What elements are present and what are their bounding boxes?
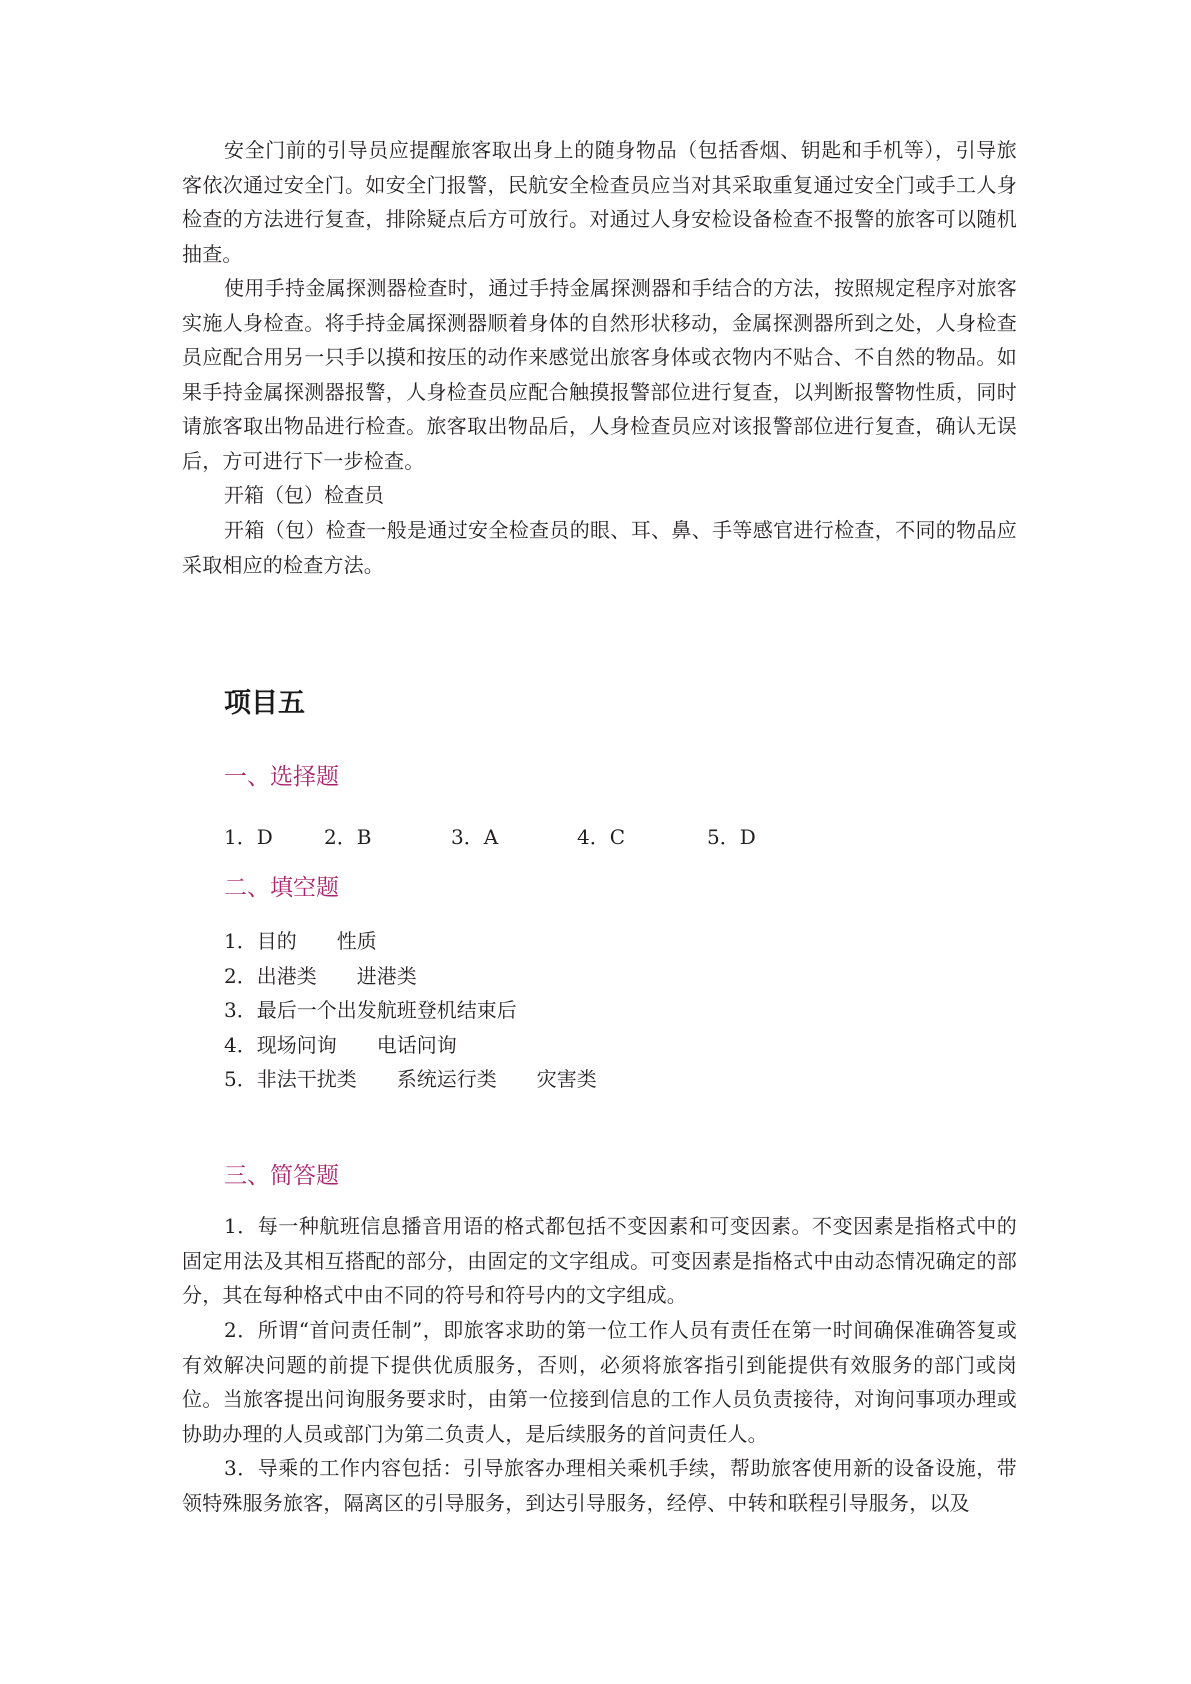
short-answer-3: 3．导乘的工作内容包括：引导旅客办理相关乘机手续，帮助旅客使用新的设备设施，带领特殊服务旅客，隔离区的引导服务，到达引导服务，经停、中转和联程引导服务，以及 [182,1456,1017,1515]
fill-answer-part: 灾害类 [536,1067,597,1091]
list-item [224,959,924,994]
section-title-short-answer: 三、简答题 [224,1163,339,1189]
fill-answer-part: 4．现场问询 [224,1032,337,1057]
subheading-paragraph: 开箱（包）检查一般是通过安全检查员的眼、耳、鼻、手等感官进行检查，不同的物品应采取相应的检查方法。 [182,518,1017,577]
short-answer-1: 1．每一种航班信息播音用语的格式都包括不变因素和可变因素。不变因素是指格式中的固定用法及其相互搭配的部分，由固定的文字组成。可变因素是指格式中由动态情况确定的部分，其在每种格式中由不同的符号和符号内的文字组成。 [182,1214,1017,1307]
list-item [224,924,924,959]
fill-answers-list [224,924,924,1097]
choice-answers [224,820,824,854]
fill-answer-part: 性质 [336,929,377,953]
list-item [224,993,924,1028]
list-item [224,1028,924,1063]
list-item [224,1062,924,1097]
choice-answer: 3．A [451,825,499,849]
intro-paragraph-1: 安全门前的引导员应提醒旅客取出身上的随身物品（包括香烟、钥匙和手机等），引导旅客依次通过安全门。如安全门报警，民航安全检查员应当对其采取重复通过安全门或手工人身检查的方法进行复查，排除疑点后方可放行。对通过人身安检设备检查不报警的旅客可以随机抽查。 [182,138,1017,266]
fill-answer-part: 进港类 [356,963,417,988]
fill-answer-part: 1．目的 [224,929,297,953]
fill-answer-part: 2．出港类 [224,963,317,988]
choice-answer: 4．C [577,825,626,849]
document-page [182,0,1017,1684]
section-title-fill: 二、填空题 [224,875,339,901]
fill-answer-part: 5．非法干扰类 [224,1067,357,1091]
fill-answer-part: 3．最后一个出发航班登机结束后 [224,998,517,1022]
intro-paragraph-2: 使用手持金属探测器检查时，通过手持金属探测器和手结合的方法，按照规定程序对旅客实施人身检查。将手持金属探测器顺着身体的自然形状移动，金属探测器所到之处，人身检查员应配合用另一只手以摸和按压的动作来感觉出旅客身体或衣物内不贴合、不自然的物品。如果手持金属探测器报警，人身检查员应配合触摸报警部位进行复查，以判断报警物性质，同时请旅客取出物品进行检查。旅客取出物品后，人身检查员应对该报警部位进行复查，确认无误后，方可进行下一步检查。 [182,276,1017,473]
choice-answer: 2．B [324,825,372,849]
fill-answer-part: 系统运行类 [396,1067,497,1091]
short-answer-2: 2．所谓“首问责任制”，即旅客求助的第一位工作人员有责任在第一时间确保准确答复或有效解决问题的前提下提供优质服务，否则，必须将旅客指引到能提供有效服务的部门或岗位。当旅客提出问询服务要求时，由第一位接到信息的工作人员负责接待，对询问事项办理或协助办理的人员或部门为第二负责人，是后续服务的首问责任人。 [182,1318,1017,1446]
subheading-inspector: 开箱（包）检查员 [224,483,384,507]
choice-answer: 5．D [707,825,756,849]
fill-answer-part: 电话问询 [376,1032,457,1057]
choice-answer: 1．D [224,825,273,849]
section-title-choice: 一、选择题 [224,764,339,790]
project-title: 项目五 [224,688,305,719]
